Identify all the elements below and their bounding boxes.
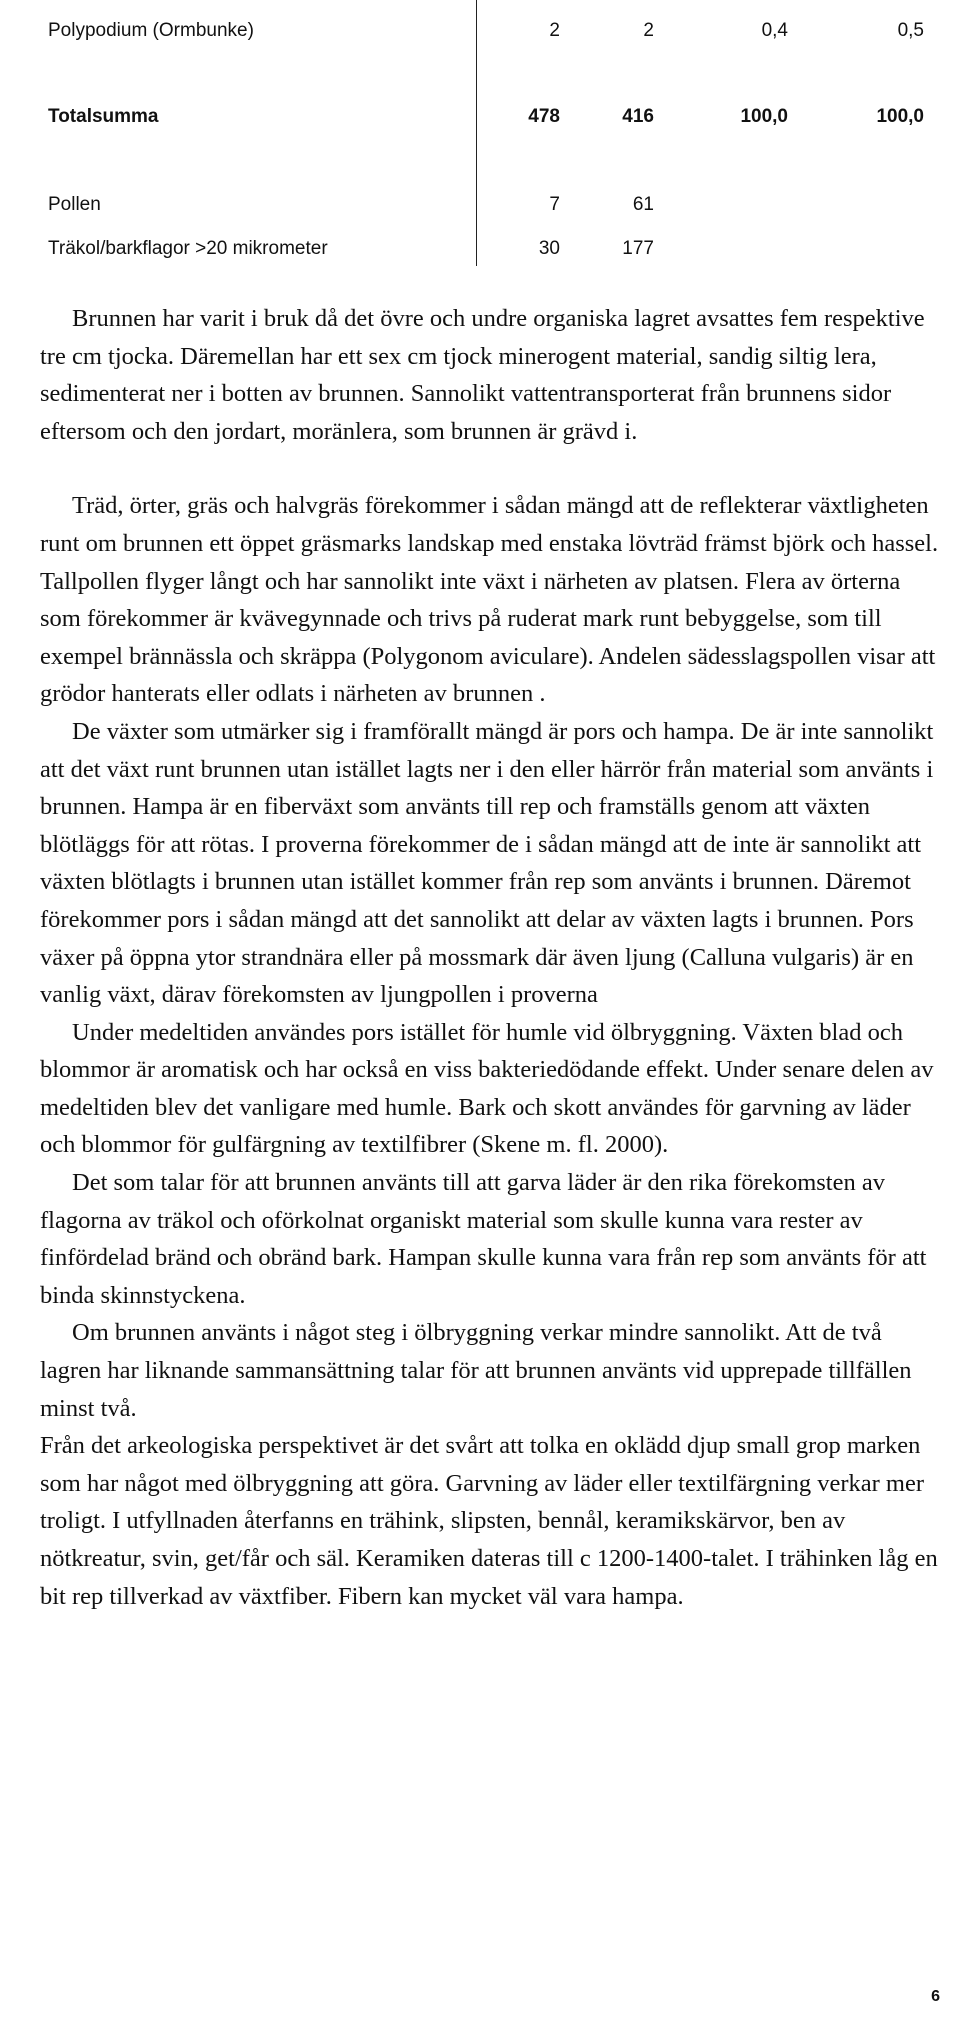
table-row xyxy=(0,190,960,220)
paragraph-3: De växter som utmärker sig i framförallt mängd är pors och hampa. De är inte sannolikt att det växt runt brunnen utan istället lagts ner i den eller härrör från material som använts i brunnen. Hampa är en fiberväxt som använts till rep och framställs genom att växten blötläggs för att rötas. I proverna förekommer de i sådan mängd att de inte är sannolikt att växten blötlagts i brunnen utan istället kommer från rep som använts i brunnen. Däremot förekommer pors i sådan mängd att det sannolikt att delar av växten lagts i brunnen. Pors växer på öppna ytor strandnära eller på mossmark där även ljung (Calluna vulgaris) är en vanlig växt, därav förekomsten av ljungpollen i proverna xyxy=(40,717,934,1009)
row-value-4: 100,0 xyxy=(876,106,924,127)
row-value-1: 30 xyxy=(538,238,560,259)
row-name: Pollen xyxy=(48,194,101,215)
row-value-1: 2 xyxy=(549,20,560,41)
row-value-1: 7 xyxy=(549,194,560,215)
row-name: Polypodium (Ormbunke) xyxy=(48,20,254,41)
table-row xyxy=(0,234,960,264)
body-text xyxy=(40,300,940,1615)
row-value-2: 177 xyxy=(622,238,654,259)
paragraph-2: Träd, örter, gräs och halvgräs förekommer i sådan mängd att de reflekterar växtligheten runt om brunnen ett öppet gräsmarks landskap med enstaka lövträd främst björk och hassel. Tallpollen flyger långt och har sannolikt inte växt i närheten av platsen. Flera av örterna som förekommer är kvävegynnade och trivs på ruderat mark runt bebyggelse, som till exempel brännässla och skräppa (Polygonom aviculare). Andelen sädesslagspollen visar att grödor hanterats eller odlats i närheten av brunnen . xyxy=(40,492,939,708)
row-name: Totalsumma xyxy=(48,106,159,127)
row-name: Träkol/barkflagor >20 mikrometer xyxy=(48,238,328,259)
paragraph-1: Brunnen har varit i bruk då det övre och undre organiska lagret avsattes fem respektive tre cm tjocka. Däremellan har ett sex cm tjock minerogent material, sandig siltig lera, sedimenterat ner i botten av brunnen. Sannolikt vattentransporterat från brunnens sidor eftersom och den jordart, moränlera, som brunnen är grävd i. xyxy=(40,305,925,445)
page-number: 6 xyxy=(931,1988,940,2005)
paragraph-5: Det som talar för att brunnen använts till att garva läder är den rika förekomsten av flagorna av träkol och oförkolnat organiskt material som skulle kunna vara rester av finfördelad bränd och obränd bark. Hampan skulle kunna vara från rep som använts för att binda skinnstyckena. xyxy=(40,1169,927,1309)
row-value-3: 0,4 xyxy=(761,20,788,41)
table-row xyxy=(0,16,960,46)
paragraph-gap xyxy=(40,450,940,487)
row-value-2: 61 xyxy=(632,194,654,215)
table-row-total xyxy=(0,102,960,132)
row-value-3: 100,0 xyxy=(740,106,788,127)
row-value-1: 478 xyxy=(528,106,560,127)
row-value-4: 0,5 xyxy=(897,20,924,41)
paragraph-7: Från det arkeologiska perspektivet är det svårt att tolka en oklädd djup small grop marken som har något med ölbryggning att göra. Garvning av läder eller textilfärgning verkar mer troligt. I utfyllnaden återfanns en trähink, slipsten, bennål, keramikskärvor, ben av nötkreatur, svin, get/får och säl. Keramiken dateras till c 1200-1400-talet. I trähinken låg en bit rep tillverkad av växtfiber. Fibern kan mycket väl vara hampa. xyxy=(40,1432,938,1610)
row-value-2: 2 xyxy=(643,20,654,41)
pollen-table xyxy=(0,0,960,270)
paragraph-6: Om brunnen använts i något steg i ölbryggning verkar mindre sannolikt. Att de två lagren har liknande sammansättning talar för att brunnen använts vid upprepade tillfällen minst två. xyxy=(40,1319,912,1422)
row-value-2: 416 xyxy=(622,106,654,127)
paragraph-4: Under medeltiden användes pors istället för humle vid ölbryggning. Växten blad och blommor är aromatisk och har också en viss bakteriedödande effekt. Under senare delen av medeltiden blev det vanligare med humle. Bark och skott användes för garvning av läder och blommor för gulfärgning av textilfibrer (Skene m. fl. 2000). xyxy=(40,1018,934,1159)
